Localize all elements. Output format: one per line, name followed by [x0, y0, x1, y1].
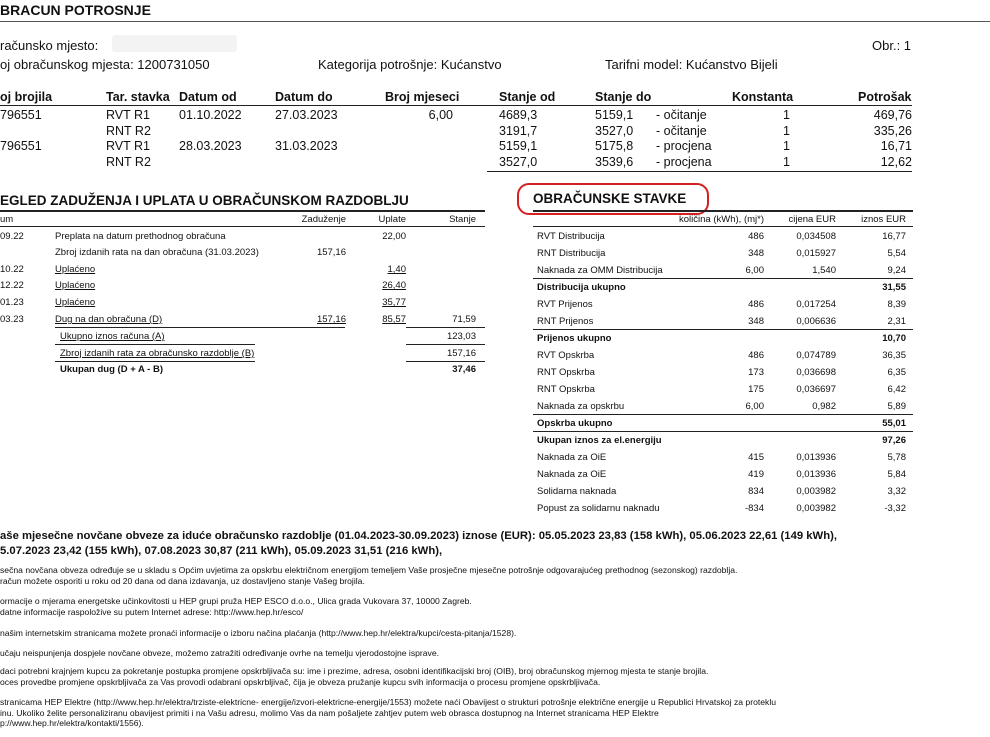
meter-cell: - očitanje [656, 123, 707, 138]
item-quantity: 6,00 [745, 265, 764, 276]
item-price: 0,034508 [796, 231, 836, 242]
overview-row-rule [406, 344, 485, 345]
overview-desc: Dug na dan obračuna (D) [55, 314, 163, 325]
obr-number: Obr.: 1 [872, 38, 912, 53]
footer-line: ormacije o mjerama energetske učinkovitosti u HEP grupi pruža HEP ESCO d.o.o., Ulica grada Vukovara 37, 10000 Zagreb. [0, 596, 472, 606]
meter-cell: - očitanje [656, 108, 707, 122]
overview-desc: Uplaćeno [55, 280, 96, 291]
item-price: 0,036697 [796, 384, 836, 395]
item-amount: 9,24 [887, 265, 906, 276]
item-amount: 6,42 [887, 384, 906, 395]
item-amount: 31,55 [882, 282, 906, 293]
item-amount: 16,77 [882, 231, 906, 242]
location-label: računsko mjesto: [0, 38, 99, 53]
meter-cell: - procjena [656, 154, 712, 169]
footer-line: inu. Ukoliko želite personaliziranu obavijest primiti i na Vašu adresu, molimo Vas da nam pošaljete zahtjev putem web obrasca dostupnog na Internet stranicama HEP Elektre [0, 707, 659, 718]
items-header-rule [533, 226, 913, 227]
item-label: Naknada za OiE [537, 469, 607, 480]
meter-cell: 31.03.2023 [275, 139, 338, 153]
item-price: 0,036698 [796, 367, 836, 378]
items-title-rule [533, 210, 913, 212]
overview-row-rule [55, 327, 345, 328]
meter-cell: - procjena [656, 139, 712, 153]
overview-paid: 22,00 [382, 231, 406, 242]
footer-line: oces provedbe promjene opskrbljivača za Vas provodi odabrani opskrbljivač, čija je obveza pružanje kupcu svih informacija o procesu promjene opskrbljivača. [0, 676, 601, 687]
meter-cell: 16,71 [880, 139, 912, 153]
item-label: RVT Opskrba [537, 350, 595, 361]
item-quantity: 486 [748, 350, 764, 361]
item-label: Opskrba ukupno [537, 418, 613, 429]
item-price: 1,540 [812, 265, 836, 276]
item-price: 0,013936 [796, 469, 836, 480]
meter-header: Stanje od [499, 90, 556, 104]
overview-debit: 157,16 [316, 247, 346, 258]
item-quantity: 173 [748, 367, 764, 378]
overview-date: 03.23 [0, 314, 24, 325]
item-price: 0,013936 [796, 452, 836, 463]
item-price: 0,074789 [796, 350, 836, 361]
overview-row-rule [406, 361, 485, 362]
overview-balance: 37,46 [452, 364, 476, 375]
item-price: 0,017254 [796, 299, 836, 310]
meter-cell: 5159,1 [499, 139, 538, 153]
tariff-model: Tarifni model: Kućanstvo Bijeli [605, 57, 778, 72]
meter-cell: 4689,3 [499, 108, 538, 122]
meter-header: Konstanta [732, 90, 794, 104]
item-label: Prijenos ukupno [537, 333, 612, 344]
footer-line: učaju neispunjenja dospjele novčane obveze, možemo zatražiti određivanje ovrhe na temelju vjerodostojne isprave. [0, 648, 440, 658]
meter-cell: 1 [783, 154, 790, 169]
meter-header: oj brojila [0, 90, 53, 104]
meter-cell: RNT R2 [106, 154, 151, 169]
item-label: RNT Opskrba [537, 384, 595, 395]
overview-desc: Zbroj izdanih rata na dan obračuna (31.03.2023) [55, 247, 259, 258]
items-header: cijena EUR [788, 214, 836, 225]
meter-cell: 1 [783, 123, 790, 138]
overview-desc: Ukupno iznos računa (A) [60, 331, 165, 342]
footer-line: daci potrebni krajnjem kupcu za pokretanje postupka promjene opskrbljivača su: ime i prezime, adresa, osobni identifikacijski broj (OIB), broj obračunskog mjernog mjesta te stanje brojila. [0, 666, 709, 676]
overview-paid: 26,40 [382, 280, 406, 291]
meter-cell: 3527,0 [595, 123, 634, 138]
item-price: 0,003982 [796, 503, 836, 514]
item-quantity: 348 [748, 316, 764, 327]
item-label: Ukupan iznos za el.energiju [537, 435, 662, 446]
item-label: RNT Prijenos [537, 316, 594, 327]
item-quantity: 486 [748, 231, 764, 242]
overview-header: Uplate [378, 214, 406, 225]
overview-date: 10.22 [0, 264, 24, 275]
footer-line: p://www.hep.hr/elektra/kontakti/1556). [0, 718, 144, 728]
item-amount: 5,54 [887, 248, 906, 259]
overview-header: Zaduženje [301, 214, 346, 225]
overview-title-rule [0, 210, 485, 212]
item-amount: 97,26 [882, 435, 906, 446]
overview-desc: Uplaćeno [55, 297, 96, 308]
item-label: Solidarna naknada [537, 486, 617, 497]
meter-cell: 796551 [0, 108, 42, 122]
meter-cell: 5159,1 [595, 108, 634, 122]
item-row-rule [533, 431, 913, 432]
overview-header: Stanje [449, 214, 476, 225]
meter-header-rule [0, 105, 912, 106]
item-quantity: 486 [748, 299, 764, 310]
meter-cell: 5175,8 [595, 139, 634, 153]
meter-header: Potrošak [858, 90, 912, 104]
consumption-category: Kategorija potrošnje: Kućanstvo [318, 57, 502, 72]
account-number: oj obračunskog mjesta: 1200731050 [0, 57, 210, 72]
title-divider [0, 21, 990, 22]
item-quantity: 348 [748, 248, 764, 259]
overview-date: 09.22 [0, 231, 24, 242]
overview-desc: Ukupan dug (D + A - B) [60, 364, 163, 375]
meter-cell: 27.03.2023 [275, 108, 338, 122]
item-quantity: 834 [748, 486, 764, 497]
overview-header: um [0, 214, 14, 225]
item-amount: 5,78 [887, 452, 906, 463]
meter-header: Stanje do [595, 90, 652, 104]
meter-cell: 1 [783, 139, 790, 153]
item-amount: 8,39 [887, 299, 906, 310]
item-amount: -3,32 [884, 503, 906, 514]
meter-cell: 1 [783, 108, 790, 122]
overview-row-rule [406, 327, 485, 328]
obligations-line-1: aše mjesečne novčane obveze za iduće obračunsko razdoblje (01.04.2023-30.09.2023) iznose (EUR): 05.05.2023 23,83 (158 kWh), 05.06.2023 22,61 (149 kWh), [0, 530, 838, 542]
meter-header: Tar. stavka [106, 90, 170, 104]
footer-line: datne informacije raspoložive su putem Internet adrese: http://www.hep.hr/esco/ [0, 606, 304, 617]
overview-desc: Zbroj izdanih rata za obračunsko razdoblje (B) [60, 348, 255, 359]
overview-paid: 35,77 [382, 297, 406, 308]
items-header: količina (kWh), (mj*) [679, 214, 764, 225]
meter-cell: 3539,6 [595, 154, 634, 169]
meter-cell: 12,62 [880, 154, 912, 169]
item-amount: 2,31 [887, 316, 906, 327]
item-label: RVT Prijenos [537, 299, 593, 310]
item-quantity: 175 [748, 384, 764, 395]
item-quantity: -834 [744, 503, 764, 514]
footer-line: našim internetskim stranicama možete pronaći informacije o izboru načina plaćanja (http://www.hep.hr/elektra/kupci/cesta-pitanja/1528). [0, 628, 517, 638]
item-price: 0,003982 [796, 486, 836, 497]
item-quantity: 419 [748, 469, 764, 480]
redacted-address [112, 35, 237, 52]
meter-bottom-rule [487, 171, 912, 172]
overview-date: 01.23 [0, 297, 24, 308]
item-quantity: 415 [748, 452, 764, 463]
overview-balance: 123,03 [446, 331, 476, 342]
item-row-rule [533, 414, 913, 415]
item-amount: 55,01 [882, 418, 906, 429]
item-label: Naknada za OMM Distribucija [537, 265, 663, 276]
overview-balance: 71,59 [452, 314, 476, 325]
meter-cell: 469,76 [873, 108, 912, 122]
item-price: 0,015927 [796, 248, 836, 259]
item-amount: 5,84 [887, 469, 906, 480]
meter-header: Datum do [275, 90, 333, 104]
item-row-rule [533, 329, 913, 330]
meter-cell: 335,26 [873, 123, 912, 138]
item-label: RNT Distribucija [537, 248, 606, 259]
meter-header: Datum od [179, 90, 237, 104]
overview-header-rule [0, 226, 485, 227]
overview-desc: Preplata na datum prethodnog obračuna [55, 231, 226, 242]
meter-cell: 3527,0 [499, 154, 538, 169]
item-quantity: 6,00 [745, 401, 764, 412]
items-title: OBRAČUNSKE STAVKE [533, 191, 687, 206]
overview-desc: Uplaćeno [55, 264, 96, 275]
item-price: 0,982 [812, 401, 836, 412]
item-label: Naknada za opskrbu [537, 401, 625, 412]
document-title: BRACUN POTROSNJE [0, 2, 151, 18]
overview-title: EGLED ZADUŽENJA I UPLATA U OBRAČUNSKOM RAZDOBLJU [0, 193, 409, 208]
item-amount: 10,70 [882, 333, 906, 344]
meter-cell: 28.03.2023 [179, 139, 242, 153]
item-amount: 3,32 [887, 486, 906, 497]
meter-cell: 796551 [0, 139, 42, 153]
item-label: RNT Opskrba [537, 367, 595, 378]
meter-cell: 6,00 [428, 108, 453, 122]
item-label: Distribucija ukupno [537, 282, 626, 293]
meter-header: Broj mjeseci [385, 90, 460, 104]
footer-line: stranicama HEP Elektre (http://www.hep.hr/elektra/trziste-elektricne- energije/izvori-elektricne-energije/1553) možete naći Obavijest o strukturi potrošnje električne energije u Republici Hrvatskoj za proteklu [0, 697, 777, 707]
item-label: Popust za solidarnu naknadu [537, 503, 660, 514]
item-amount: 5,89 [887, 401, 906, 412]
meter-cell: RNT R2 [106, 123, 151, 138]
footer-line: račun možete osporiti u roku od 20 dana od dana izdavanja, uz dostavljeno stanje Vašeg brojila. [0, 575, 365, 586]
items-header: iznos EUR [861, 214, 906, 225]
meter-cell: 01.10.2022 [179, 108, 242, 122]
overview-paid: 85,57 [382, 314, 406, 325]
overview-row-rule [55, 344, 255, 345]
item-label: Naknada za OiE [537, 452, 607, 463]
overview-balance: 157,16 [446, 348, 476, 359]
item-row-rule [533, 278, 913, 279]
overview-paid: 1,40 [387, 264, 406, 275]
overview-row-rule [55, 361, 255, 362]
item-label: RVT Distribucija [537, 231, 605, 242]
meter-cell: RVT R1 [106, 139, 151, 153]
item-amount: 36,35 [882, 350, 906, 361]
obligations-line-2: 5.07.2023 23,42 (155 kWh), 07.08.2023 30,87 (211 kWh), 05.09.2023 31,51 (216 kWh), [0, 545, 443, 557]
overview-date: 12.22 [0, 280, 24, 291]
meter-cell: 3191,7 [499, 123, 538, 138]
footer-line: sečna novčana obveza određuje se u skladu s Općim uvjetima za opskrbu električnom energijom temeljem Vaše prosječne mjesečne potrošnje odgovarajućeg prethodnog (sezonskog) razdoblja. [0, 565, 738, 575]
meter-cell: RVT R1 [106, 108, 151, 122]
item-amount: 6,35 [887, 367, 906, 378]
item-price: 0,006636 [796, 316, 836, 327]
overview-debit: 157,16 [316, 314, 346, 325]
